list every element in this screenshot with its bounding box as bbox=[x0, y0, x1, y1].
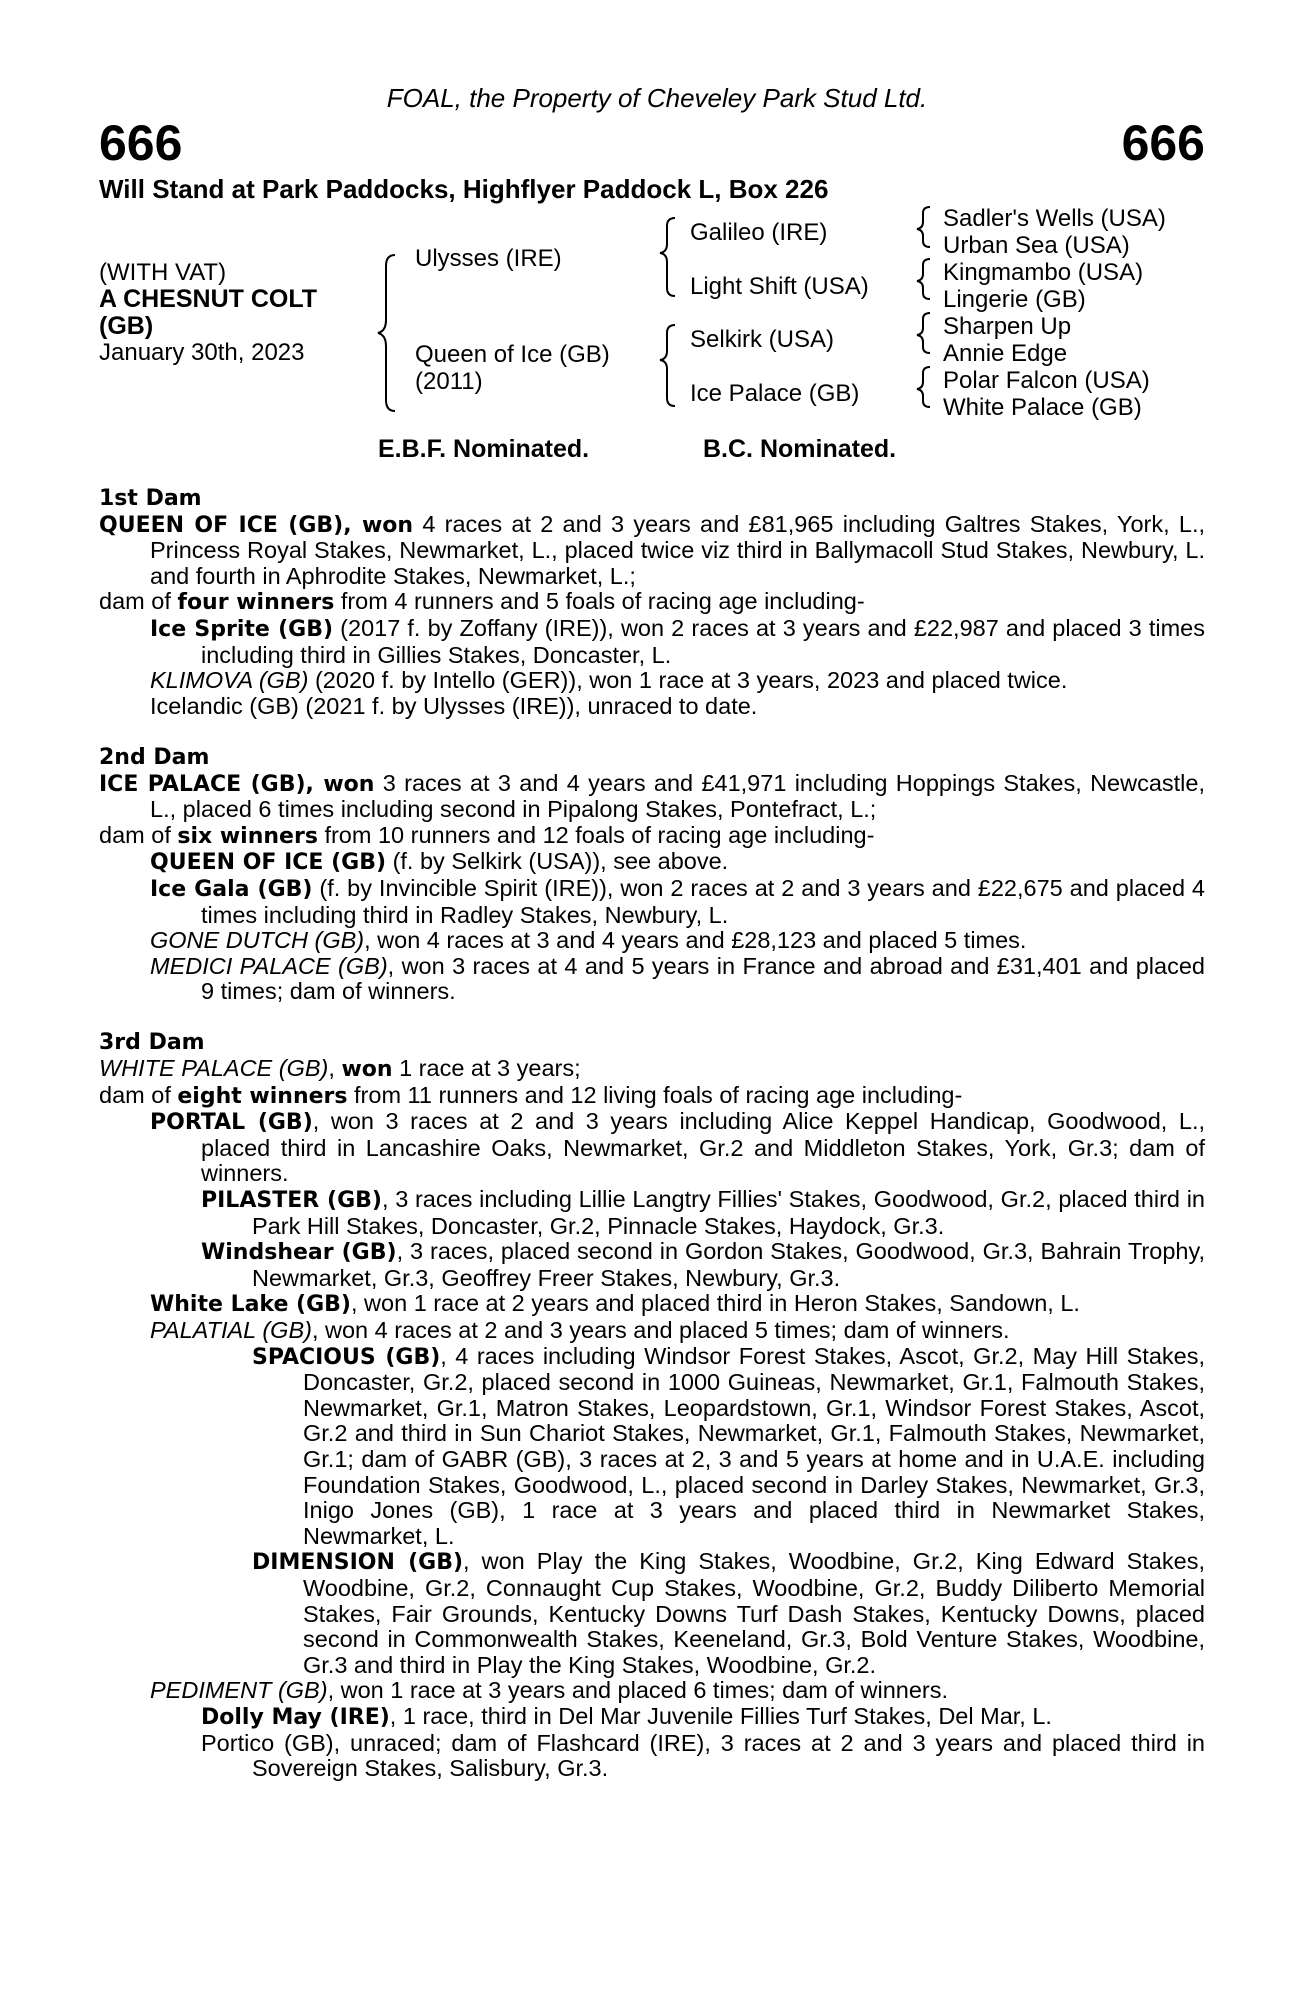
pedigree-dam-year: (2011) bbox=[415, 368, 483, 395]
pedigree-g1: Sadler's Wells (USA) bbox=[943, 205, 1166, 232]
family-details bbox=[99, 486, 1205, 1782]
ebf-nomination: E.B.F. Nominated. bbox=[378, 435, 590, 463]
pedigree-g8: White Palace (GB) bbox=[943, 394, 1142, 421]
pedigree-g7: Polar Falcon (USA) bbox=[943, 367, 1150, 394]
first-dam-won: won bbox=[361, 512, 414, 538]
first-dam-produce-1: Ice Sprite (GB) (2017 f. by Zoffany (IRE)), won 2 races at 3 years and £22,987 and placed 3 times including third in Gillies Stakes, Doncaster, L. bbox=[150, 614, 1205, 668]
second-dam-name: ICE PALACE (GB) bbox=[99, 771, 306, 797]
pedigree-sire-sire: Galileo (IRE) bbox=[690, 219, 828, 246]
third-dam-heading: 3rd Dam bbox=[99, 1030, 205, 1056]
third-dam-produce-dimension: DIMENSION (GB), won Play the King Stakes, Woodbine, Gr.2, King Edward Stakes, Woodbine, Gr.2, Connaught Cup Stakes, Woodbine, Gr.2, Buddy Diliberto Memorial Stakes, Fair Grounds, Kentucky Downs Turf Dash Stakes, Kentucky Downs, placed second in Commonwealth Stakes, Keeneland, Gr.3, Bold Venture Stakes, Woodbine, Gr.3 and third in Play the King Stakes, Woodbine, Gr.2. bbox=[252, 1548, 1205, 1678]
third-dam-produce-white-lake: White Lake (GB), won 1 race at 2 years and placed third in Heron Stakes, Sandown, L. bbox=[150, 1290, 1080, 1318]
second-dam-record: ICE PALACE (GB), won 3 races at 3 and 4 years and £41,971 including Hoppings Stakes, Newcastle, L., placed 6 times including second in Pipalong Stakes, Pontefract, L.; bbox=[99, 769, 1205, 823]
lot-number-right: 666 bbox=[1121, 115, 1205, 171]
third-dam-produce-windshear: Windshear (GB), 3 races, placed second in Gordon Stakes, Goodwood, Gr.3, Bahrain Trophy, Newmarket, Gr.3, Geoffrey Freer Stakes, Newbury, Gr.3. bbox=[201, 1238, 1206, 1291]
lot-name-suffix: (GB) bbox=[99, 312, 154, 340]
page-caption: FOAL, the Property of Cheveley Park Stud Ltd. bbox=[386, 83, 928, 113]
second-dam-produce-1: QUEEN OF ICE (GB) (f. by Selkirk (USA)), see above. bbox=[150, 848, 729, 876]
vat-note: (WITH VAT) bbox=[99, 259, 227, 286]
lot-number-left: 666 bbox=[99, 115, 183, 171]
bc-nomination: B.C. Nominated. bbox=[703, 435, 897, 463]
pedigree-dam-sire: Selkirk (USA) bbox=[690, 326, 835, 353]
pedigree-bracket-g4 bbox=[917, 367, 930, 407]
third-dam-name: WHITE PALACE (GB) bbox=[99, 1055, 329, 1082]
foaling-date: January 30th, 2023 bbox=[99, 339, 305, 366]
first-dam-text: 4 races at 2 and 3 years and £81,965 including Galtres Stakes, York, L., Princess Royal Stakes, Newmarket, L., placed twice viz third in Ballymacoll Stud Stakes, Newbury, L. and fourth in Aphrodite Stakes, Newmarket, L.; bbox=[150, 510, 1206, 589]
second-dam-produce-4: MEDICI PALACE (GB), won 3 races at 4 and 5 years in France and abroad and £31,401 and placed 9 times; dam of winners. bbox=[150, 952, 1205, 1005]
first-dam-record: QUEEN OF ICE (GB), won 4 races at 2 and 3 years and £81,965 including Galtres Stakes, York, L., Princess Royal Stakes, Newmarket, L., placed twice viz third in Ballymacoll Stud Stakes, Newbury, L. and fourth in Aphrodite Stakes, Newmarket, L.; bbox=[99, 510, 1206, 589]
pedigree-bracket-dam bbox=[660, 325, 675, 406]
pedigree-bracket-g2 bbox=[917, 259, 930, 299]
third-dam-produce-portico: Portico (GB), unraced; dam of Flashcard (IRE), 3 races at 2 and 3 years and placed third in Sovereign Stakes, Salisbury, Gr.3. bbox=[201, 1729, 1205, 1782]
pedigree-bracket-sire bbox=[660, 218, 675, 296]
pedigree-sire: Ulysses (IRE) bbox=[415, 245, 562, 272]
second-dam-produce-summary: dam of six winners from 10 runners and 12 foals of racing age including- bbox=[99, 821, 875, 849]
pedigree-g2: Urban Sea (USA) bbox=[943, 232, 1130, 259]
first-dam-produce-2: KLIMOVA (GB) (2020 f. by Intello (GER)), won 1 race at 3 years, 2023 and placed twice. bbox=[150, 667, 1068, 694]
pedigree-g3: Kingmambo (USA) bbox=[943, 259, 1144, 286]
third-dam-produce-dolly-may: Dolly May (IRE), 1 race, third in Del Mar Juvenile Fillies Turf Stakes, Del Mar, L. bbox=[201, 1702, 1052, 1730]
third-dam-produce-summary: dam of eight winners from 11 runners and 12 living foals of racing age including- bbox=[99, 1081, 963, 1109]
pedigree-dam-dam: Ice Palace (GB) bbox=[690, 380, 860, 407]
pedigree-g5: Sharpen Up bbox=[943, 313, 1072, 340]
second-dam-heading: 2nd Dam bbox=[99, 744, 210, 770]
first-dam-produce-3: Icelandic (GB) (2021 f. by Ulysses (IRE)), unraced to date. bbox=[150, 692, 758, 719]
pedigree-bracket-g1 bbox=[917, 207, 930, 247]
stand-location: Will Stand at Park Paddocks, Highflyer Paddock L, Box 226 bbox=[99, 174, 829, 204]
pedigree-bracket-main bbox=[378, 255, 395, 411]
pedigree-bracket-g3 bbox=[917, 313, 930, 353]
pedigree-dam: Queen of Ice (GB) bbox=[415, 341, 610, 368]
lot-name: A CHESNUT COLT bbox=[99, 285, 318, 313]
third-dam-produce-pediment: PEDIMENT (GB), won 1 race at 3 years and placed 6 times; dam of winners. bbox=[150, 1677, 949, 1704]
second-dam-produce-2: Ice Gala (GB) (f. by Invincible Spirit (IRE)), won 2 races at 2 and 3 years and £22,675 and placed 4 times including third in Radley Stakes, Newbury, L. bbox=[150, 874, 1205, 928]
third-dam-produce-pilaster: PILASTER (GB), 3 races including Lillie Langtry Fillies' Stakes, Goodwood, Gr.2, placed third in Park Hill Stakes, Doncaster, Gr.2, Pinnacle Stakes, Haydock, Gr.3. bbox=[201, 1186, 1205, 1239]
third-dam-produce-palatial: PALATIAL (GB), won 4 races at 2 and 3 years and placed 5 times; dam of winners. bbox=[150, 1317, 1010, 1343]
first-dam-winners: four winners bbox=[177, 590, 335, 616]
pedigree-sire-dam: Light Shift (USA) bbox=[690, 273, 869, 300]
third-dam-produce-portal: PORTAL (GB), won 3 races at 2 and 3 years including Alice Keppel Handicap, Goodwood, L., placed third in Lancashire Oaks, Newmarket, Gr.2 and Middleton Stakes, York, Gr.3; dam of winners. bbox=[150, 1108, 1205, 1187]
pedigree-g4: Lingerie (GB) bbox=[943, 286, 1086, 313]
first-dam-produce-summary: dam of four winners from 4 runners and 5 foals of racing age including- bbox=[99, 588, 865, 616]
third-dam-record: WHITE PALACE (GB), won 1 race at 3 years; bbox=[99, 1055, 581, 1083]
second-dam-produce-3: GONE DUTCH (GB), won 4 races at 3 and 4 years and £28,123 and placed 5 times. bbox=[150, 927, 1027, 954]
first-dam-heading: 1st Dam bbox=[99, 486, 202, 511]
third-dam-produce-spacious: SPACIOUS (GB), 4 races including Windsor Forest Stakes, Ascot, Gr.2, May Hill Stakes, Doncaster, Gr.2, placed second in 1000 Guineas, Newmarket, Gr.1, Falmouth Stakes, Newmarket, Gr.1, Matron Stakes, Leopardstown, Gr.1, Windsor Forest Stakes, Ascot, Gr.2 and third in Sun Chariot Stakes, Newmarket, Gr.1, Falmouth Stakes, Newmarket, Gr.1; dam of GABR (GB), 3 races at 2, 3 and 5 years at home and in U.A.E. including Foundation Stakes, Goodwood, L., placed second in Darley Stakes, Newmarket, Gr.3, Inigo Jones (GB), 1 race at 3 years and placed third in Newmarket Stakes, Newmarket, L. bbox=[252, 1342, 1205, 1549]
first-dam-name: QUEEN OF ICE (GB) bbox=[99, 512, 344, 538]
pedigree-g6: Annie Edge bbox=[943, 340, 1068, 367]
